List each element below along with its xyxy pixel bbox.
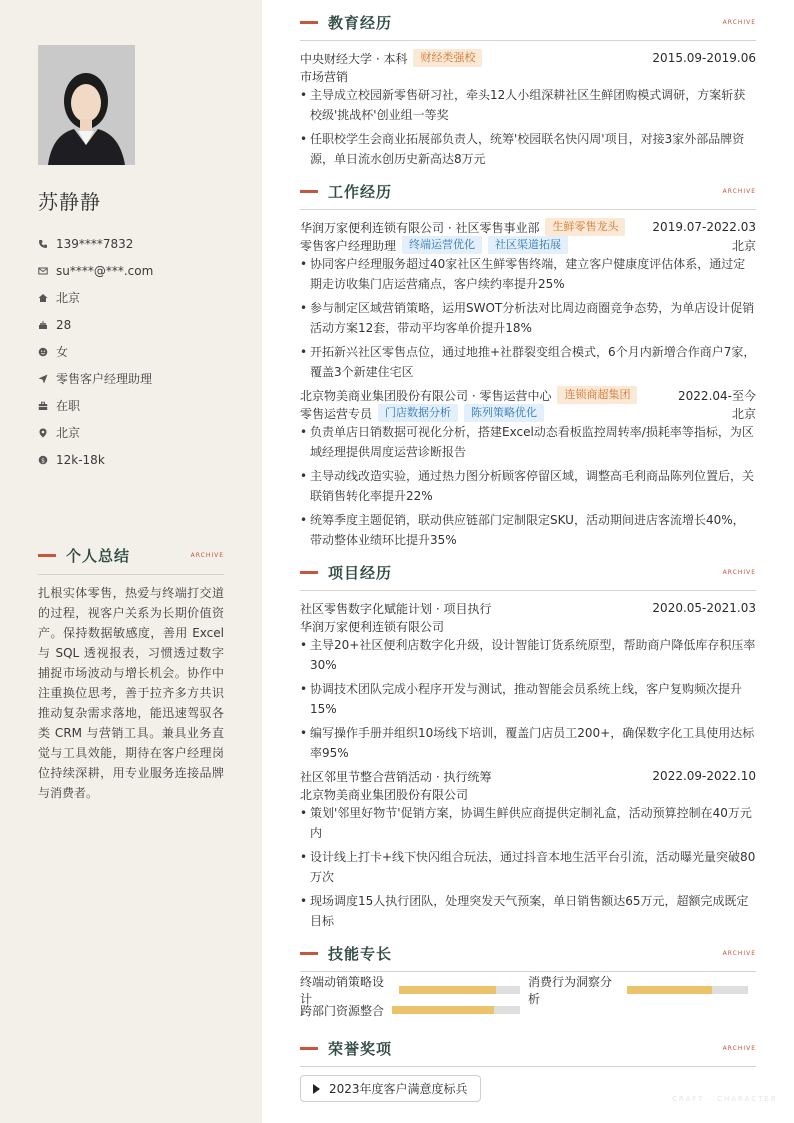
info-phone	[38, 230, 238, 257]
major: 市场营销	[300, 69, 349, 84]
section-accent	[38, 554, 56, 557]
work-header	[300, 179, 756, 210]
work-section	[300, 179, 756, 550]
summary-text: 扎根实体零售，热爱与终端打交道的过程，视客户关系为长期价值资产。保持数据敏感度，善用 Excel 与 SQL 透视报表，习惯透过数字捕捉市场波动与增长机会。协作中注重换位思考，善于拉齐多方共识推动复杂需求落地，能迅速驾驭各类 CRM 与营销工具。兼具业务直觉与工具效能，期待在客户经理岗位持续深耕，用专业服务连接品牌与消费者。	[38, 586, 224, 800]
skills-tag: ARCHIVE	[722, 949, 756, 957]
info-home-value: 北京	[56, 291, 81, 305]
info-email-value: su****@***.com	[56, 263, 154, 278]
info-salary-value: 12k-18k	[56, 452, 105, 467]
info-age-value: 28	[56, 317, 72, 332]
awards-tag: ARCHIVE	[722, 1044, 756, 1052]
project-name: 社区邻里节整合营销活动 · 执行统筹	[300, 769, 492, 784]
section-accent	[300, 952, 318, 955]
company-badge: 生鲜零售龙头	[545, 218, 625, 236]
education-title: 教育经历	[328, 13, 393, 32]
job-bullets	[300, 254, 756, 382]
skill-chip: 陈列策略优化	[464, 404, 544, 422]
info-salary	[38, 446, 238, 473]
list-item: • 主导成立校园新零售研习社，牵头12人小组深耕社区生鲜团购模式调研，方案斩获校级'挑战杯'创业组一等奖	[300, 85, 756, 125]
section-accent	[300, 1047, 318, 1050]
project-entry	[300, 767, 756, 931]
school-badge: 财经类强校	[413, 49, 482, 67]
list-item: • 现场调度15人执行团队，处理突发天气预案，单日销售额达65万元，超额完成既定目标	[300, 891, 756, 931]
list-item: • 开拓新兴社区零售点位，通过地推+社群裂变组合模式，6个月内新增合作商户7家，覆盖3个新建住宅区	[300, 342, 756, 382]
education-section	[300, 10, 756, 169]
briefcase-icon	[38, 401, 48, 411]
watermark: CRAFT · CHARACTER	[672, 1095, 778, 1103]
project-org: 北京物美商业集团股份有限公司	[300, 787, 469, 802]
project-bullets	[300, 803, 756, 931]
summary-header	[38, 544, 224, 575]
job-date: 2019.07-2022.03	[652, 220, 756, 234]
gender-icon	[38, 347, 48, 357]
skills-title: 技能专长	[328, 944, 393, 963]
info-home	[38, 284, 238, 311]
award-label: 2023年度客户满意度标兵	[329, 1082, 468, 1096]
info-location-value: 北京	[56, 426, 81, 440]
info-email	[38, 257, 238, 284]
skill-item	[528, 973, 748, 1007]
list-item: • 编写操作手册并组织10场线下培训，覆盖门店员工200+，确保数字化工具使用达标率95%	[300, 723, 756, 763]
job-entry	[300, 218, 756, 382]
project-date: 2022.09-2022.10	[652, 769, 756, 783]
info-location	[38, 419, 238, 446]
education-tag: ARCHIVE	[722, 18, 756, 26]
skill-bar-fill	[627, 986, 712, 994]
list-item: • 负责单店日销数据可视化分析，搭建Excel动态看板监控周转率/损耗率等指标，为区域经理提供周度运营诊断报告	[300, 422, 756, 462]
job-role: 零售运营专员	[300, 406, 373, 421]
info-status	[38, 392, 238, 419]
education-header	[300, 10, 756, 41]
projects-title: 项目经历	[328, 563, 393, 582]
job-entry	[300, 386, 756, 550]
skill-chip: 终端运营优化	[402, 236, 482, 254]
education-entry	[300, 49, 756, 169]
info-position-value: 零售客户经理助理	[56, 372, 153, 386]
skill-bar	[627, 986, 748, 994]
sidebar	[0, 0, 262, 1123]
projects-tag: ARCHIVE	[722, 568, 756, 576]
projects-header	[300, 560, 756, 591]
skill-chip: 社区渠道拓展	[488, 236, 568, 254]
portrait-photo	[38, 45, 135, 165]
candidate-name: 苏静静	[38, 190, 101, 214]
company-badge: 连锁商超集团	[557, 386, 637, 404]
info-age	[38, 311, 238, 338]
project-org: 华润万家便利连锁有限公司	[300, 619, 445, 634]
project-date: 2020.05-2021.03	[652, 601, 756, 615]
list-item: • 设计线上打卡+线下快闪组合玩法，通过抖音本地生活平台引流，活动曝光量突破80万次	[300, 847, 756, 887]
main-content	[300, 10, 756, 1112]
skill-name: 终端动销策略设计	[300, 975, 385, 1006]
cake-icon	[38, 320, 48, 330]
skills-list	[300, 975, 756, 1020]
work-title: 工作经历	[328, 182, 393, 201]
home-icon	[38, 293, 48, 303]
job-date: 2022.04-至今	[678, 388, 756, 403]
award-item[interactable]	[300, 1075, 481, 1102]
project-bullets	[300, 635, 756, 763]
job-role: 零售客户经理助理	[300, 238, 397, 253]
list-item: • 主导动线改造实验，通过热力图分析顾客停留区域，调整高毛利商品陈列位置后，关联销售转化率提升22%	[300, 466, 756, 506]
play-icon	[313, 1084, 320, 1094]
info-status-value: 在职	[56, 399, 81, 413]
list-item: • 统筹季度主题促销，联动供应链部门定制限定SKU，活动期间进店客流增长40%，带动整体业绩环比提升35%	[300, 510, 756, 550]
list-item: • 策划'邻里好物节'促销方案，协调生鲜供应商提供定制礼盒，活动预算控制在40万元内	[300, 803, 756, 843]
company-name: 华润万家便利连锁有限公司 · 社区零售事业部	[300, 220, 540, 235]
list-item: • 协同客户经理服务超过40家社区生鲜零售终端，建立客户健康度评估体系，通过定期走访收集门店运营痛点，客户续约率提升25%	[300, 254, 756, 294]
education-date: 2015.09-2019.06	[652, 51, 756, 65]
skill-bar-fill	[399, 986, 496, 994]
salary-icon	[38, 455, 48, 465]
list-item: • 参与制定区域营销策略，运用SWOT分析法对比周边商圈竞争态势，为单店设计促销活动方案12套，带动平均客单价提升18%	[300, 298, 756, 338]
mail-icon	[38, 266, 48, 276]
section-accent	[300, 571, 318, 574]
project-entry	[300, 599, 756, 763]
awards-header	[300, 1036, 756, 1067]
job-city: 北京	[731, 238, 756, 253]
job-bullets	[300, 422, 756, 550]
section-accent	[300, 190, 318, 193]
education-bullets	[300, 85, 756, 169]
svg-text:$: $	[41, 456, 45, 464]
school-name: 中央财经大学 · 本科	[300, 51, 408, 66]
send-icon	[38, 374, 48, 384]
info-gender-value: 女	[56, 345, 69, 359]
phone-icon	[38, 239, 48, 249]
skill-item	[300, 1002, 520, 1019]
skill-name: 跨部门资源整合	[300, 1003, 385, 1018]
list-item: • 协调技术团队完成小程序开发与测试，推动智能会员系统上线，客户复购频次提升15%	[300, 679, 756, 719]
skill-chip: 门店数据分析	[378, 404, 458, 422]
contact-info	[38, 230, 238, 473]
skills-section	[300, 941, 756, 1020]
company-name: 北京物美商业集团股份有限公司 · 零售运营中心	[300, 388, 552, 403]
summary-tag: ARCHIVE	[190, 551, 224, 559]
project-name: 社区零售数字化赋能计划 · 项目执行	[300, 601, 492, 616]
info-position	[38, 365, 238, 392]
info-phone-value: 139****7832	[56, 236, 134, 251]
projects-section	[300, 560, 756, 931]
location-icon	[38, 428, 48, 438]
list-item: • 任职校学生会商业拓展部负责人，统筹'校园联名快闪周'项目，对接3家外部品牌资源，单日流水创历史新高达8万元	[300, 129, 756, 169]
awards-section	[300, 1036, 756, 1102]
skill-bar	[399, 986, 520, 994]
skill-bar-fill	[392, 1006, 494, 1014]
job-city: 北京	[731, 406, 756, 421]
summary-title: 个人总结	[66, 546, 131, 565]
info-gender	[38, 338, 238, 365]
list-item: • 主导20+社区便利店数字化升级，设计智能订货系统原型，帮助商户降低库存积压率30%	[300, 635, 756, 675]
skills-header	[300, 941, 756, 972]
skill-bar	[392, 1006, 520, 1014]
summary-section	[38, 544, 224, 803]
skill-name: 消费行为洞察分析	[528, 975, 613, 1006]
section-accent	[300, 21, 318, 24]
awards-title: 荣誉奖项	[328, 1039, 393, 1058]
avatar	[38, 45, 135, 165]
work-tag: ARCHIVE	[722, 187, 756, 195]
